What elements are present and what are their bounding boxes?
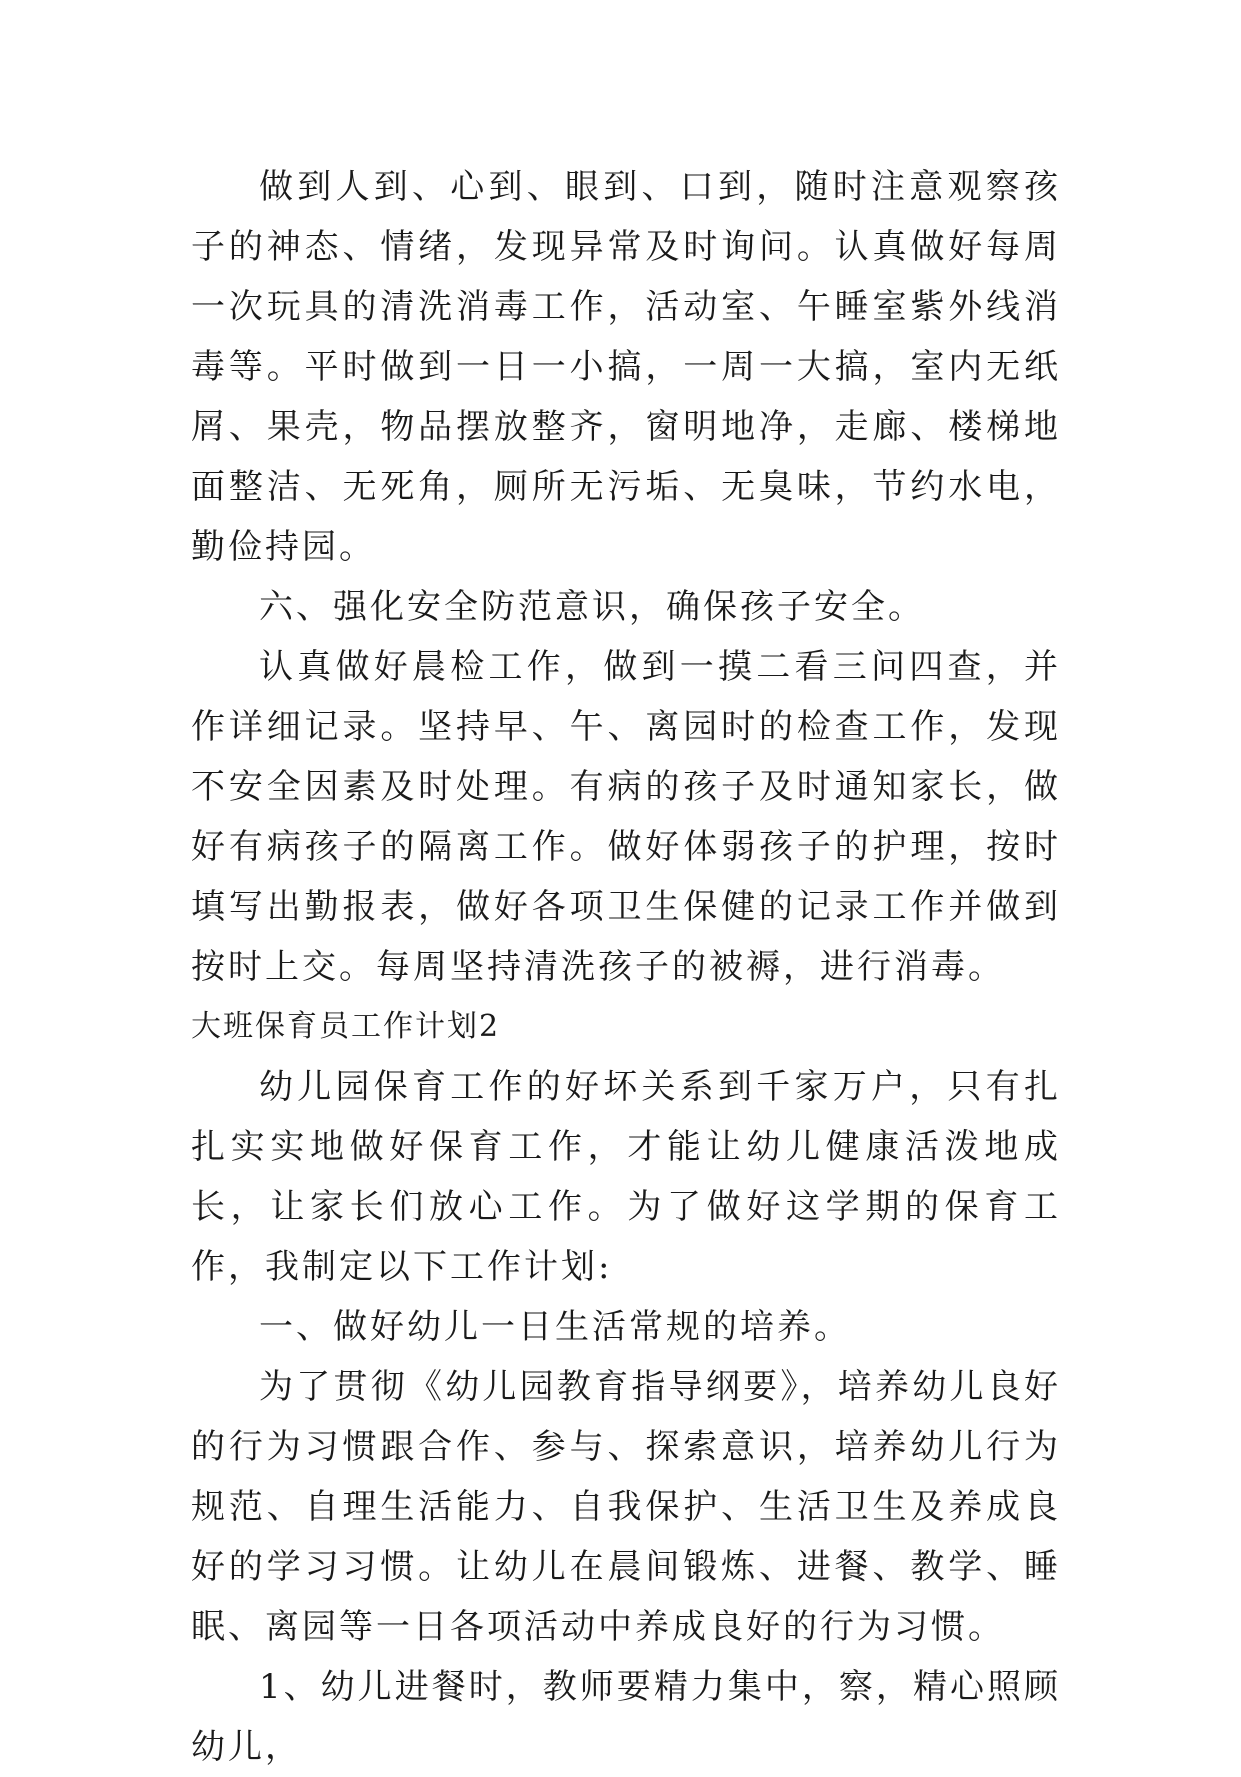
paragraph-meal-time: 1、幼儿进餐时，教师要精力集中，察，精心照顾幼儿， bbox=[191, 1667, 1061, 1767]
plan-title: 大班保育员工作计划2 bbox=[191, 1009, 501, 1044]
paragraph-guideline: 为了贯彻《幼儿园教育指导纲要》，培养幼儿良好的行为习惯跟合作、参与、探索意识，培养幼儿行为规范、自理生活能力、自我保护、生活卫生及养成良好的学习习惯。让幼儿在晨间锻炼、进餐、教学、睡眠、离园等一日各项活动中养成良好的行为习惯。 bbox=[191, 1367, 1061, 1647]
section-heading-safety: 六、强化安全防范意识，确保孩子安全。 bbox=[259, 587, 925, 627]
paragraph-plan-intro: 幼儿园保育工作的好坏关系到千家万户，只有扎扎实实地做好保育工作，才能让幼儿健康活泼地成长，让家长们放心工作。为了做好这学期的保育工作，我制定以下工作计划: bbox=[191, 1067, 1061, 1287]
paragraph-morning-check: 认真做好晨检工作，做到一摸二看三问四查，并作详细记录。坚持早、午、离园时的检查工作，发现不安全因素及时处理。有病的孩子及时通知家长，做好有病孩子的隔离工作。做好体弱孩子的护理，按时填写出勤报表，做好各项卫生保健的记录工作并做到按时上交。每周坚持清洗孩子的被褥，进行消毒。 bbox=[191, 647, 1061, 987]
document-page bbox=[191, 157, 1061, 1777]
section-heading-daily-routine: 一、做好幼儿一日生活常规的培养。 bbox=[259, 1307, 851, 1347]
paragraph-hygiene-details: 做到人到、心到、眼到、口到，随时注意观察孩子的神态、情绪，发现异常及时询问。认真做好每周一次玩具的清洗消毒工作，活动室、午睡室紫外线消毒等。平时做到一日一小搞，一周一大搞，室内无纸屑、果壳，物品摆放整齐，窗明地净，走廊、楼梯地面整洁、无死角，厕所无污垢、无臭味，节约水电，勤俭持园。 bbox=[191, 167, 1061, 567]
